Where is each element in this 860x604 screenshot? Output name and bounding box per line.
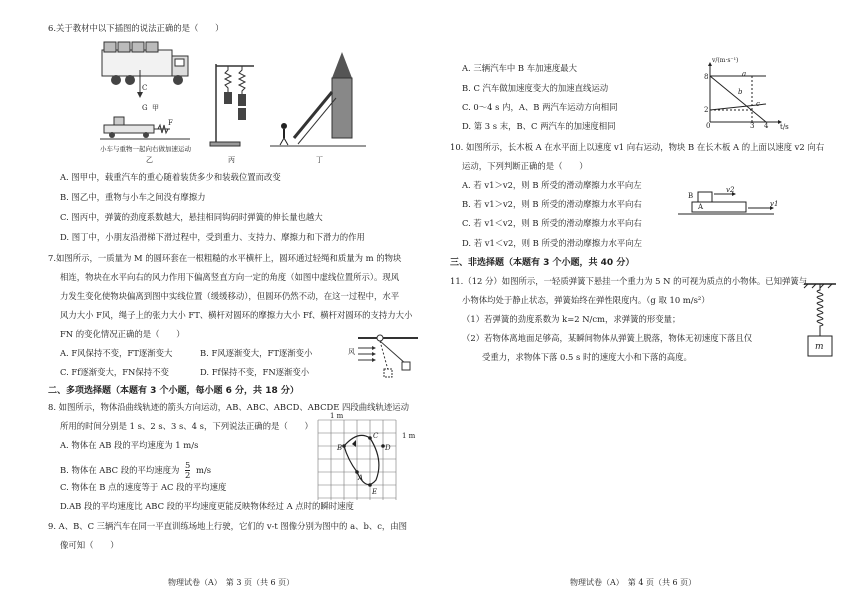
q6-label-G: G — [142, 104, 148, 112]
q8-option-a: A. 物体在 AB 段的平均速度为 1 m/s — [60, 440, 199, 450]
q9-vt-ylabel: v/(m·s⁻¹) — [712, 57, 739, 64]
q6-label-yi: 乙 — [146, 156, 153, 164]
q8-point-E: E — [372, 488, 378, 496]
q6-option-d: D. 图丁中，小朋友沿滑梯下滑过程中，受到重力、支持力、摩擦力和下滑力的作用 — [60, 232, 365, 242]
q7-line-1: 7.如图所示，一质量为 M 的圆环套在一根粗糙的水平横杆上，圆环通过轻绳和质量为 m 的物块 — [48, 253, 402, 263]
q10-line-2: 运动，下列判断正确的是（ ） — [462, 161, 588, 171]
q10-option-d: D. 若 v1＜v2，则 B 所受的滑动摩擦力水平向左 — [462, 238, 642, 248]
q10-option-a: A. 若 v1＞v2，则 B 所受的滑动摩擦力水平向左 — [462, 180, 642, 190]
q10-label-B: B — [688, 192, 694, 200]
q7-wind-label: 风 — [348, 348, 355, 356]
q8-option-b-fraction — [185, 461, 190, 480]
q8-option-b-text: B. 物体在 ABC 段的平均速度为 — [60, 464, 180, 475]
q8-point-A: A — [358, 474, 364, 482]
q11-sub-2a: （2）若物体离地面足够高，某瞬间物体从弹簧上脱落，物体无初速度下落且仅 — [462, 333, 753, 343]
q6-label-C: C — [142, 84, 148, 92]
q10-label-A: A — [698, 203, 704, 211]
q7-option-a: A. F风保持不变，FT逐渐变大 — [60, 348, 173, 358]
q11-mass-label: m — [815, 342, 824, 352]
q9-vt-series-b: b — [738, 88, 743, 96]
q7-line-5: FN 的变化情况正确的是（ ） — [60, 329, 185, 339]
q8-point-B: B — [337, 444, 343, 452]
q8-figure-grid-trajectory — [318, 420, 400, 502]
q6-figure-yi-cart — [100, 113, 192, 143]
q6-option-b: B. 图乙中，重物与小车之间没有摩擦力 — [60, 192, 206, 202]
q9-vt-ytick-2: 2 — [704, 106, 709, 114]
q9-option-b: B. C 汽车做加速度变大的加速直线运动 — [462, 83, 609, 93]
q6-label-F: F — [168, 119, 173, 127]
q9-vt-xtick-3: 3 — [750, 122, 755, 130]
q8-option-b-unit: m/s — [196, 464, 212, 475]
q8-option-c: C. 物体在 B 点的速度等于 AC 段的平均速度 — [60, 482, 227, 492]
q9-vt-xtick-0: 0 — [706, 122, 711, 130]
q11-sub-2b: 受重力，求物体下落 0.5 s 时的速度大小和下落的高度。 — [482, 352, 692, 362]
q9-option-d: D. 第 3 s 末，B、C 两汽车的加速度相同 — [462, 121, 616, 131]
section-3-heading: 三、非选择题（本题有 3 个小题，共 40 分） — [450, 258, 635, 268]
q9-vt-series-a: a — [742, 70, 747, 78]
q9-line-2: 像可知（ ） — [60, 540, 119, 550]
q8-line-2: 所用的时间分别是 1 s、2 s、3 s、4 s，下列说法正确的是（ ） — [60, 421, 313, 431]
q10-label-v1: v1 — [770, 200, 779, 208]
q8-option-b — [60, 461, 211, 480]
q11-line-1: 11.（12 分）如图所示，一轻质弹簧下悬挂一个重力为 5 N 的可视为质点的小物体。已知弹簧与 — [450, 276, 808, 286]
q7-option-d: D. Ff保持不变，FN逐渐变小 — [200, 367, 310, 377]
q8-point-D: D — [385, 444, 391, 452]
q8-line-1: 8. 如图所示，物体沿曲线轨迹的箭头方向运动，AB、ABC、ABCD、ABCDE 四段曲线轨迹运动 — [48, 402, 409, 412]
footer-page-3: 物理试卷（A） 第 3 页（共 6 页） — [168, 578, 295, 587]
q8-option-d: D.AB 段的平均速度比 ABC 段的平均速度更能反映物体经过 A 点时的瞬时速度 — [60, 501, 354, 511]
q11-sub-1: （1）若弹簧的劲度系数为 k=2 N/cm，求弹簧的形变量； — [462, 314, 681, 324]
q10-label-v2: v2 — [726, 186, 735, 194]
q8-grid-label-side: 1 m — [402, 432, 416, 440]
q6-figure-ding-slide — [270, 52, 370, 152]
q6-label-ding: 丁 — [316, 156, 323, 164]
q9-line-1: 9. A、B、C 三辆汽车在同一平直训练场地上行驶，它们的 v-t 图像分别为图中的 a、b、c，由图 — [48, 521, 408, 531]
q6-figure-bing-spring-stand — [210, 62, 260, 147]
q9-option-c: C. 0～4 s 内，A、B 两汽车运动方向相同 — [462, 102, 618, 112]
footer-page-4: 物理试卷（A） 第 4 页（共 6 页） — [570, 578, 697, 587]
q7-option-c: C. Ff逐渐变大，FN保持不变 — [60, 367, 169, 377]
q7-figure-ring-wind — [348, 336, 420, 378]
q8-grid-label-top: 1 m — [330, 412, 344, 420]
right-page — [430, 0, 860, 604]
q10-option-c: C. 若 v1＜v2，则 B 所受的滑动摩擦力水平向右 — [462, 218, 642, 228]
q6-option-c: C. 图丙中，弹簧的劲度系数越大，悬挂相同钩码时弹簧的伸长量也越大 — [60, 212, 323, 222]
q6-option-a: A. 图甲中，载重汽车的重心随着装货多少和装载位置而改变 — [60, 172, 281, 182]
q10-line-1: 10. 如图所示，长木板 A 在水平面上以速度 v1 向右运动，物块 B 在长木板 A 的上面以速度 v2 向右 — [450, 142, 825, 152]
section-2-heading: 二、多项选择题（本题有 3 个小题，每小题 6 分，共 18 分） — [48, 386, 299, 396]
q9-vt-xtick-4: 4 — [764, 122, 769, 130]
q6-label-jia: 甲 — [152, 104, 159, 112]
q7-line-3: 力发生变化使物块偏离到图中实线位置（缓缓移动），但圆环仍然不动，在这一过程中，水平 — [60, 291, 400, 301]
q8-option-b-numerator: 5 — [185, 460, 191, 470]
q11-line-2: 小物体均处于静止状态，弹簧始终在弹性限度内。（g 取 10 m/s²） — [462, 295, 710, 305]
q6-stem: 6.关于教材中以下插图的说法正确的是（ ） — [48, 23, 224, 33]
q10-option-b: B. 若 v1＞v2，则 B 所受的滑动摩擦力水平向右 — [462, 199, 642, 209]
q7-option-b: B. F风逐渐变大，FT逐渐变小 — [200, 348, 313, 358]
q9-vt-series-c: c — [756, 100, 760, 108]
q9-vt-xlabel: t/s — [780, 123, 789, 131]
q9-option-a: A. 三辆汽车中 B 车加速度最大 — [462, 63, 577, 73]
q7-line-4: 风力大小 F风，绳子上的张力大小 FT、横杆对圆环的摩擦力大小 Ff、横杆对圆环的支持力大小 — [60, 310, 413, 320]
q8-option-b-denominator: 2 — [185, 469, 191, 480]
q9-vt-ytick-8: 8 — [704, 73, 709, 81]
q6-caption-yi: 小车与重物一起向右做加速运动 — [100, 145, 191, 153]
q6-label-bing: 丙 — [228, 156, 235, 164]
q8-point-C: C — [373, 432, 379, 440]
q7-line-2: 相连，物块在水平向右的风力作用下偏离竖直方向一定的角度（如图中虚线位置所示）。现风 — [60, 272, 400, 282]
